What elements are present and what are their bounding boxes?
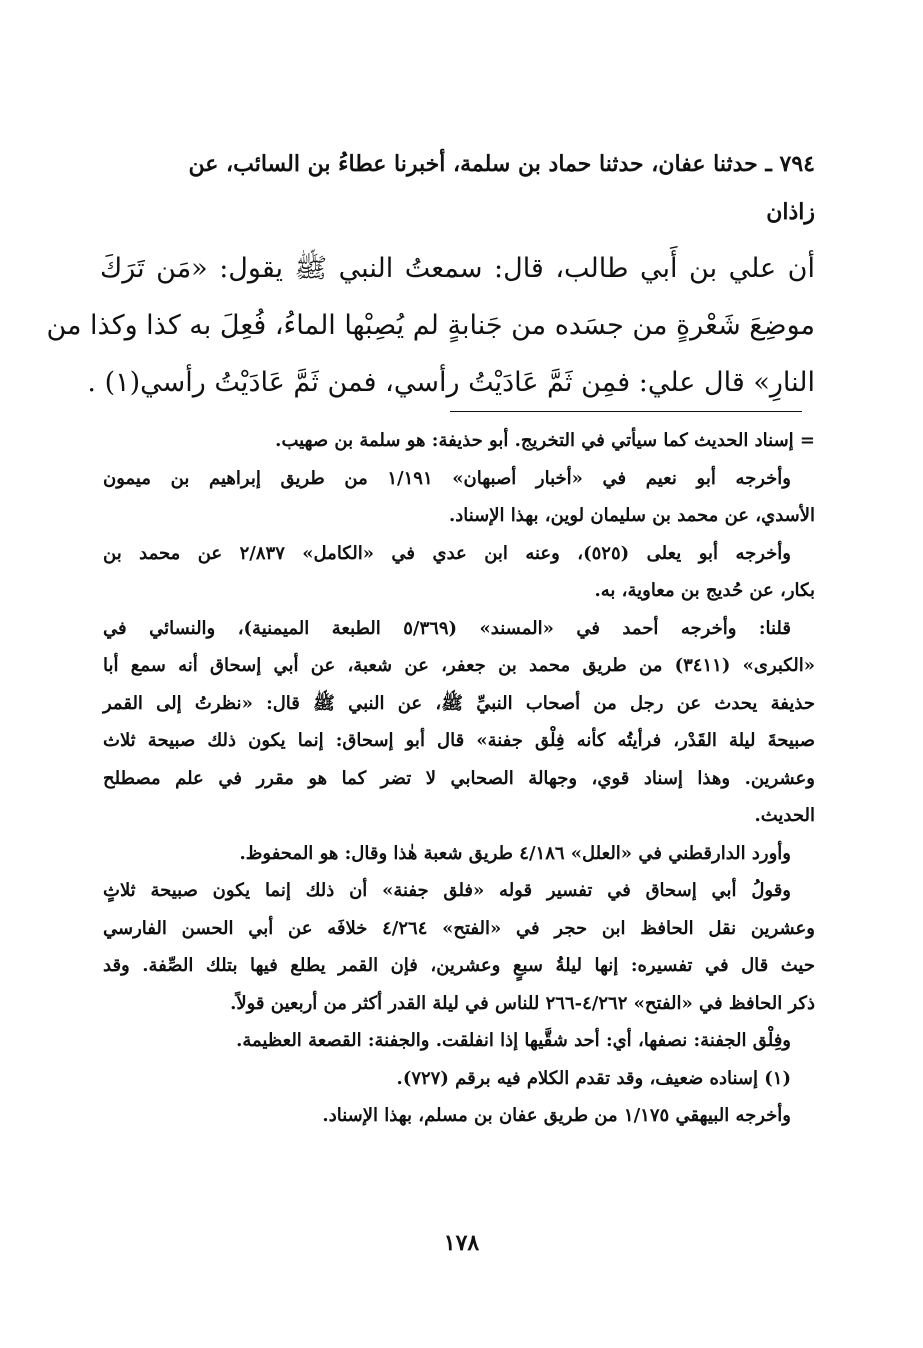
hadith-isnad	[103, 140, 815, 236]
matn-line: أن علي بن أَبي طالب، قال: سمعتُ النبي ﷺ يقول: «مَن تَرَكَ	[100, 253, 815, 284]
matn-line: النارِ» قال علي: فمِن ثَمَّ عَادَيْتُ رأسي، فمن ثَمَّ عَادَيْتُ رأسي(١) .	[87, 367, 815, 398]
footnote-line: (١) إسناده ضعيف، وقد تقدم الكلام فيه برقم (٧٢٧).	[396, 1067, 791, 1089]
hadith-matn	[46, 240, 815, 411]
footnote-line: قلنا: وأخرجه أحمد في «المسند» (٥/٣٦٩ الطبعة الميمنية)، والنسائي في	[103, 617, 791, 639]
footnote-line: وأخرجه أبو يعلى (٥٢٥)، وعنه ابن عدي في «الكامل» ٢/٨٣٧ عن محمد بن	[103, 542, 791, 564]
footnote-line: ذكر الحافظ في «الفتح» ٤/٢٦٢-٢٦٦ للناس في ليلة القدر أكثر من أربعين قولاً.	[230, 992, 815, 1014]
footnote-line: وأخرجه أبو نعيم في «أخبار أصبهان» ١/١٩١ من طريق إبراهيم بن ميمون	[103, 467, 791, 489]
footnote-line: صبيحةَ ليلة القَدْر، فرأيتُه كأنه فِلْق جفنة» قال أبو إسحاق: إنما يكون ذلك صبيحة ثلاث	[103, 730, 815, 751]
footnote-line: وأخرجه البيهقي ١/١٧٥ من طريق عفان بن مسلم، بهذا الإسناد.	[322, 1105, 791, 1126]
matn-line: موضِعَ شَعْرةٍ من جسَده من جَنابةٍ لم يُصِبْها الماءُ، فُعِلَ به كذا وكذا من	[46, 310, 815, 341]
footnote-line: = إسناد الحديث كما سيأتي في التخريج. أبو حذيفة: هو سلمة بن صهيب.	[275, 430, 815, 451]
footnote-line: الأسدي، عن محمد بن سليمان لوين، بهذا الإسناد.	[448, 505, 815, 526]
footnote-divider	[450, 411, 802, 412]
footnote-line: حذيفة يحدث عن رجل من أصحاب النبيِّ ﷺ، عن النبي ﷺ قال: «نظرتُ إلى القمر	[103, 692, 815, 714]
footnote-line: الحديث.	[754, 805, 815, 826]
footnote-line: وفِلْق الجفنة: نصفها، أي: أحد شقَّيها إذا انفلقت. والجفنة: القصعة العظيمة.	[236, 1030, 791, 1051]
footnote-line: وأورد الدارقطني في «العلل» ٤/١٨٦ طريق شعبة هٰذا وقال: هو المحفوظ.	[239, 842, 791, 864]
isnad-line: زاذان	[766, 199, 815, 225]
isnad-line: ٧٩٤ ـ حدثنا عفان، حدثنا حماد بن سلمة، أخبرنا عطاءُ بن السائب، عن	[188, 151, 815, 177]
footnote-line: وعشرين نقل الحافظ ابن حجر في «الفتح» ٤/٢٦٤ خلافَه عن أبي الحسن الفارسي	[103, 917, 815, 939]
footnote-line: بكار، عن حُديج بن معاوية، به.	[594, 580, 815, 601]
footnote-line: «الكبرى» (٣٤١١) من طريق محمد بن جعفر، عن شعبة، عن أبي إسحاق أنه سمع أبا	[103, 655, 815, 676]
footnote-line: وقولُ أبي إسحاق في تفسير قوله «فلق جفنة» أن ذلك إنما يكون صبيحة ثلاثٍ	[103, 880, 791, 901]
footnote-line: وعشرين. وهذا إسناد قوي، وجهالة الصحابي لا تضر كما هو مقرر في علم مصطلح	[103, 767, 815, 789]
footnote-line: حيث قال في تفسيره: إنها ليلةُ سبعٍ وعشرين، فإن القمر يطلع فيها بتلك الصِّفة. وقد	[103, 955, 815, 976]
page-number: ١٧٨	[443, 1230, 480, 1256]
footnotes	[103, 422, 815, 1135]
